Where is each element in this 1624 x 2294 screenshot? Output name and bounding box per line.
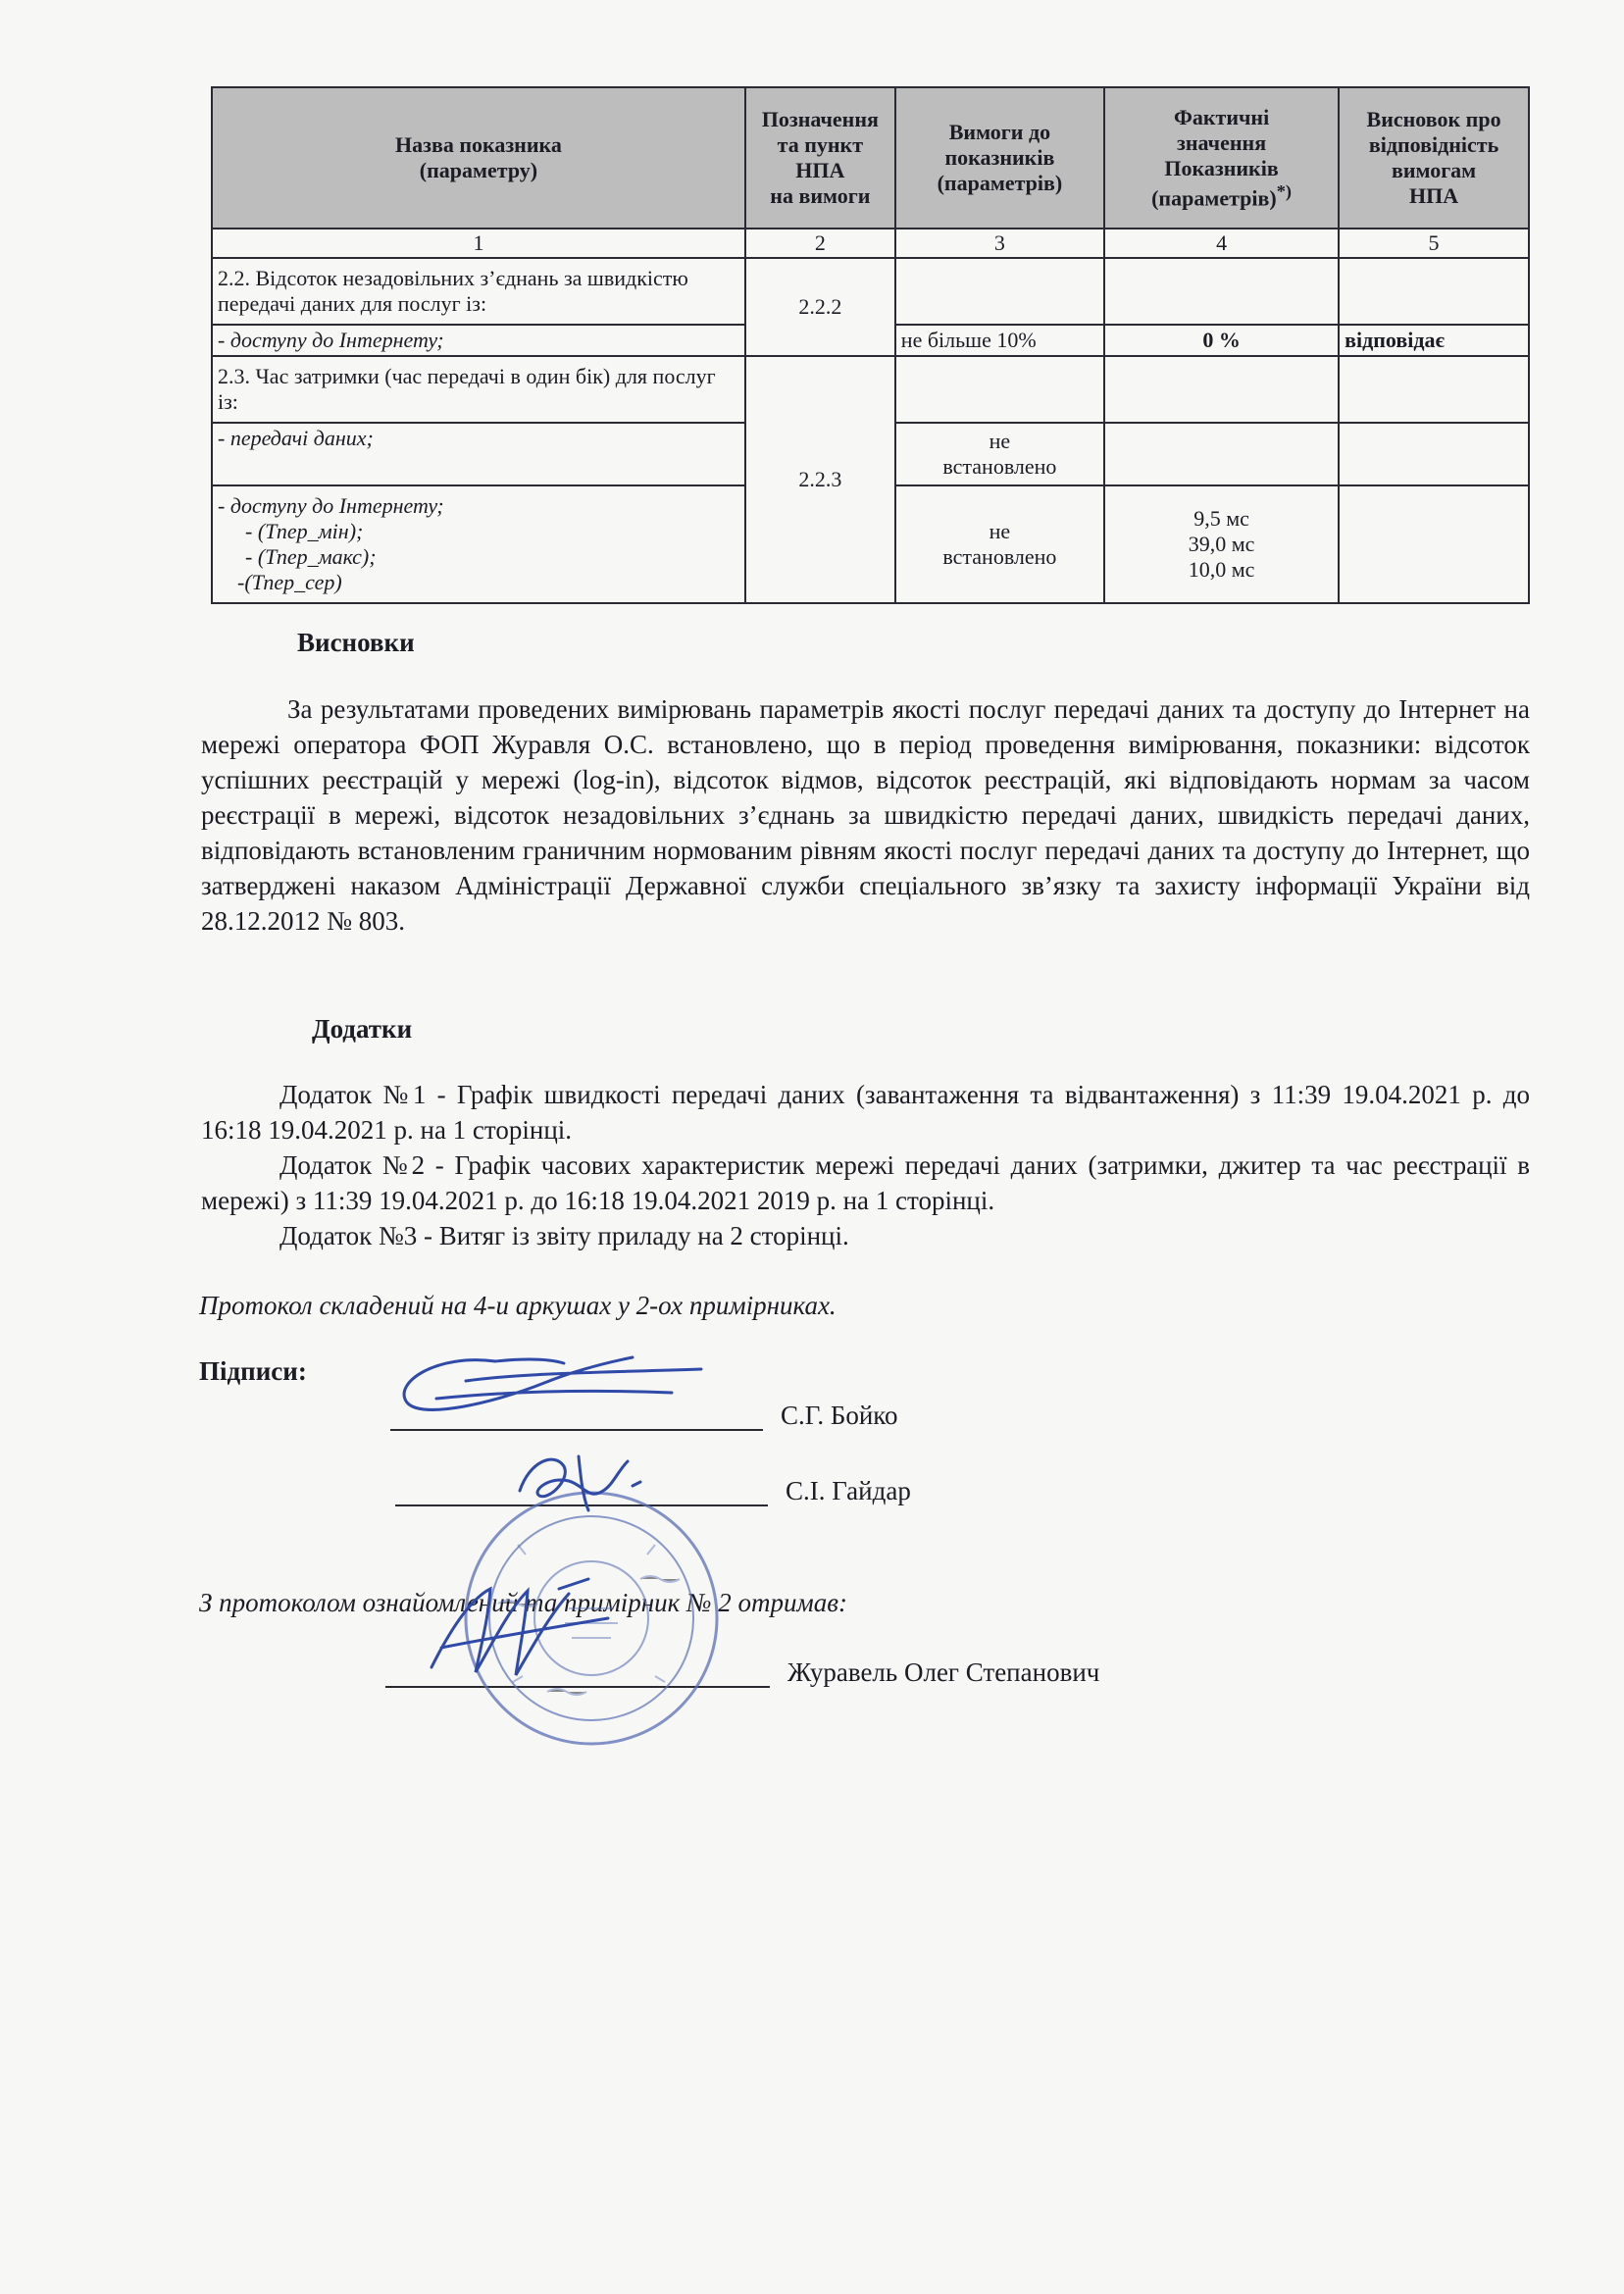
row-2-2-conclusion: відповідає: [1339, 325, 1529, 356]
empty-cell: [1104, 356, 1339, 423]
signer-name: С.І. Гайдар: [786, 1476, 911, 1505]
row-2-3-requirement-internet: не встановлено: [895, 485, 1104, 603]
column-number-row: [212, 229, 1529, 258]
empty-cell: [1104, 423, 1339, 485]
conclusions-heading: Висновки: [297, 628, 415, 657]
signer-name: Журавель Олег Степанович: [787, 1657, 1100, 1687]
header-actual-values: Фактичні значення Показників (параметрів)*): [1104, 87, 1339, 229]
official-stamp-icon: [459, 1486, 724, 1751]
empty-cell: [1339, 258, 1529, 325]
row-2-3-requirement-data: не встановлено: [895, 423, 1104, 485]
table-header-row: [212, 87, 1529, 229]
signatures-label: Підписи:: [199, 1356, 307, 1386]
signature-line: [390, 1428, 763, 1431]
appendix-item: Додаток №1 - Графік швидкості передачі даних (завантаження та відвантаження) з 11:39 19.04.2021 р. до 16:18 19.04.2021 р. на 1 сторінці.: [201, 1080, 1530, 1145]
header-parameter-name: Назва показника (параметру): [212, 87, 745, 229]
empty-cell: [895, 258, 1104, 325]
appendices-heading: Додатки: [312, 1014, 413, 1044]
row-2-2-sub: - доступу до Інтернету;: [212, 325, 745, 356]
column-number: 2: [745, 229, 895, 258]
empty-cell: [1104, 258, 1339, 325]
appendices-list: [201, 1077, 1530, 1253]
row-2-3-title: 2.3. Час затримки (час передачі в один бік) для послуг із:: [212, 356, 745, 423]
conclusions-text: За результатами проведених вимірювань параметрів якості послуг передачі даних та доступу до Інтернет на мережі оператора ФОП Журавля О.С. встановлено, що в період проведення вимірювання, показники: відсоток успішних реєстрацій у мережі (log-in), відсоток відмов, відсоток реєстрацій, які відповідають нормам за часом реєстрації в мережі, відсоток незадовільних з’єднань за швидкістю передачі даних, швидкість передачі даних, відповідають встановленим граничним нормованим рівням якості послуг передачі даних та доступу до Інтернет, що затверджені наказом Адміністрації Державної служби спеціального зв’язку та захисту інформації України від 28.12.2012 № 803.: [201, 694, 1530, 936]
column-number: 4: [1104, 229, 1339, 258]
empty-cell: [1339, 423, 1529, 485]
empty-cell: [1339, 485, 1529, 603]
signature-row-boyko: [390, 1401, 898, 1431]
appendix-item: Додаток №2 - Графік часових характеристик мережі передачі даних (затримки, джитер та час реєстрації в мережі) з 11:39 19.04.2021 р. до 16:18 19.04.2021 2019 р. на 1 сторінці.: [201, 1150, 1530, 1215]
signer-name: С.Г. Бойко: [781, 1401, 898, 1430]
column-number: 3: [895, 229, 1104, 258]
table-row: [212, 356, 1529, 423]
empty-cell: [895, 356, 1104, 423]
row-2-2-requirement: не більше 10%: [895, 325, 1104, 356]
row-2-3-sub-internet: - доступу до Інтернету; - (Тпер_мін); - (Тпер_макс); -(Тпер_сер): [212, 485, 745, 603]
acknowledgement-text: З протоколом ознайомлений та примірник № 2 отримав:: [199, 1588, 847, 1617]
protocol-note: Протокол складений на 4-и аркушах у 2-ох примірниках.: [199, 1291, 837, 1320]
header-npa-designation: Позначення та пункт НПА на вимоги: [745, 87, 895, 229]
column-number: 1: [212, 229, 745, 258]
header-conclusion: Висновок про відповідність вимогам НПА: [1339, 87, 1529, 229]
header-requirements: Вимоги до показників (параметрів): [895, 87, 1104, 229]
row-2-2-code: 2.2.2: [745, 258, 895, 356]
column-number: 5: [1339, 229, 1529, 258]
measurement-table: [211, 86, 1530, 604]
row-2-2-actual: 0 %: [1104, 325, 1339, 356]
table-row: [212, 258, 1529, 325]
row-2-2-title: 2.2. Відсоток незадовільних з’єднань за швидкістю передачі даних для послуг із:: [212, 258, 745, 325]
empty-cell: [1339, 356, 1529, 423]
row-2-3-actual-internet: 9,5 мс 39,0 мс 10,0 мс: [1104, 485, 1339, 603]
appendix-item: Додаток №3 - Витяг із звіту приладу на 2 сторінці.: [279, 1221, 849, 1250]
row-2-3-sub-data: - передачі даних;: [212, 423, 745, 485]
row-2-3-code: 2.2.3: [745, 356, 895, 603]
